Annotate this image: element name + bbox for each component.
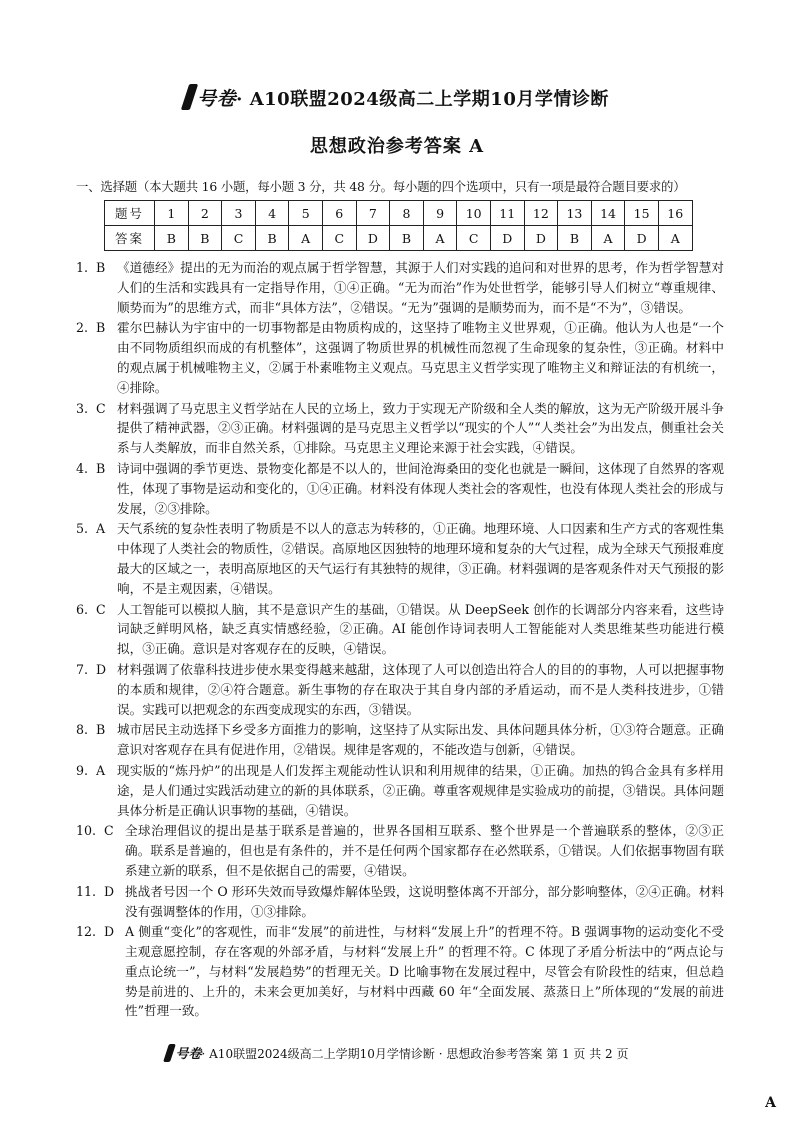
- item-text: 现实版的“炼丹炉”的出现是人们发挥主观能动性认识和利用规律的结果，①正确。加热的钨合金具有多样用途，是人们通过实践活动建立的新的具体联系，②正确。尊重客观规律是实验成功的前提，③错误。具体问题具体分析是正确认识事物的基础，④错误。: [117, 762, 724, 818]
- answer-cell: B: [155, 226, 189, 251]
- item-text: 城市居民主动选择下乡受多方面推力的影响，这坚持了从实际出发、具体问题具体分析，①③符合题意。正确意识对客观存在具有促进作用，②错误。规律是客观的，不能改造与创新，④错误。: [117, 722, 724, 758]
- explanation-item: [76, 821, 724, 880]
- answer-cell: B: [188, 226, 222, 251]
- question-number: 13: [558, 201, 592, 226]
- explanation-item: [76, 922, 724, 1021]
- exam-title: · A10联盟2024级高二上学期10月学情诊断: [236, 89, 609, 110]
- question-number: 7: [356, 201, 390, 226]
- answer-cell: A: [289, 226, 323, 251]
- answer-cell: A: [423, 226, 457, 251]
- explanation-item: [76, 459, 724, 518]
- question-number: 2: [188, 201, 222, 226]
- item-text: 挑战者号因一个 O 形环失效而导致爆炸解体坠毁，这说明整体离不开部分，部分影响整体，②④正确。材料没有强调整体的作用，①③排除。: [125, 883, 724, 919]
- brand-logo-text: 号卷: [197, 88, 237, 110]
- answer-cell: A: [591, 226, 625, 251]
- explanation-item: [76, 258, 724, 317]
- explanation-item: [76, 399, 724, 458]
- answer-cell: C: [222, 226, 256, 251]
- item-answer: D: [104, 883, 115, 899]
- item-number: 7.: [76, 661, 89, 677]
- item-number: 12.: [76, 924, 97, 940]
- item-number: 2.: [76, 320, 89, 336]
- item-text: A 侧重“变化”的客观性，而非“发展”的前进性，与材料“发展上升”的哲理不符。B 强调事物的运动变化不受主观意愿控制，存在客观的外部矛盾，与材料“发展上升” 的哲理不符。C 体现了矛盾分析法中的“两点论与重点论统一”，与材料“发展趋势”的哲理无关。D 比喻事物在发展过程中，尽管会有阶段性的结束，但总趋势是前进的、上升的，未来会更加美好，与材料中西藏 60 年“全面发展、蒸蒸日上”所体现的“发展的前进性”哲理一致。: [125, 924, 724, 1019]
- answer-cell: B: [255, 226, 289, 251]
- answer-key-title: 思想政治参考答案 A: [309, 136, 485, 157]
- item-number: 3.: [76, 400, 89, 416]
- explanation-list: [76, 258, 724, 1022]
- item-text: 材料强调了依靠科技进步使水果变得越来越甜，这体现了人可以创造出符合人的目的的事物，人可以把握事物的本质和规律，②④符合题意。新生事物的存在取决于其自身内部的矛盾运动，而不是人类科技进步，①错误。实践可以把观念的东西变成现实的东西，③错误。: [117, 661, 724, 717]
- explanation-item: [76, 660, 724, 719]
- item-answer: B: [96, 320, 106, 336]
- row-label-answer: 答案: [105, 226, 155, 251]
- question-number-row: [105, 201, 693, 226]
- answer-cell: A: [658, 226, 692, 251]
- item-text: 《道德经》提出的无为而治的观点属于哲学智慧，其源于人们对实践的追问和对世界的思考，作为哲学智慧对人们的生活和实践具有一定指导作用，①④正确。“无为而治”作为处世哲学，能够引导人们树立“尊重规律、顺势而为”的思维方式，而非“具体方法”，②错误。“无为”强调的是顺势而为，而不是“不为”，③错误。: [117, 260, 724, 315]
- answer-cell: D: [356, 226, 390, 251]
- header: [0, 84, 794, 111]
- question-number: 12: [524, 201, 558, 226]
- answer-row: [105, 226, 693, 251]
- item-answer: C: [96, 601, 106, 617]
- answer-cell: D: [625, 226, 659, 251]
- answer-cell: B: [558, 226, 592, 251]
- question-number: 9: [423, 201, 457, 226]
- explanation-item: [76, 720, 724, 760]
- answer-cell: B: [390, 226, 424, 251]
- brand-mark-icon: [181, 84, 198, 110]
- item-answer: B: [96, 722, 106, 738]
- question-number: 10: [457, 201, 491, 226]
- item-answer: B: [96, 260, 106, 275]
- item-answer: D: [104, 924, 115, 940]
- answer-table: [104, 200, 693, 251]
- answer-cell: D: [524, 226, 558, 251]
- page-footer: [0, 1043, 794, 1062]
- question-number: 6: [322, 201, 356, 226]
- item-number: 8.: [76, 722, 89, 738]
- question-number: 14: [591, 201, 625, 226]
- section-heading: 一、选择题（本大题共 16 小题，每小题 3 分，共 48 分。每小题的四个选项中，只有一项是最符合题目要求的）: [76, 179, 686, 194]
- item-text: 诗词中强调的季节更迭、景物变化都是不以人的，世间沧海桑田的变化也就是一瞬间，这体现了自然界的客观性，体现了事物是运动和变化的，①④正确。材料没有体现人类社会的客观性，也没有体现人类社会的形成与发展，②③排除。: [117, 460, 724, 516]
- item-number: 11.: [76, 883, 97, 899]
- item-number: 4.: [76, 460, 89, 476]
- item-answer: A: [96, 521, 106, 537]
- item-text: 材料强调了马克思主义哲学站在人民的立场上，致力于实现无产阶级和全人类的解放，这为无产阶级开展斗争提供了精神武器，②③正确。材料强调的是马克思主义哲学以“现实的个人”“人类社会”为出发点，侧重社会关系与人类解放，而非自然关系，①排除。马克思主义理论来源于社会实践，④错误。: [117, 400, 724, 456]
- brand-mark-icon: [163, 1044, 176, 1062]
- item-answer: C: [96, 400, 106, 416]
- row-label-question: 题号: [105, 201, 155, 226]
- answer-cell: C: [457, 226, 491, 251]
- question-number: 5: [289, 201, 323, 226]
- item-answer: C: [104, 823, 114, 839]
- answer-cell: D: [490, 226, 524, 251]
- item-answer: D: [96, 661, 107, 677]
- item-text: 霍尔巴赫认为宇宙中的一切事物都是由物质构成的，这坚持了唯物主义世界观，①正确。他认为人也是“一个由不同物质组织而成的有机整体”，这强调了物质世界的机械性而忽视了生命现象的复杂性，③正确。材料中的观点属于机械唯物主义，②属于朴素唯物主义观点。马克思主义哲学实现了唯物主义和辩证法的有机统一，④排除。: [117, 320, 724, 395]
- question-number: 1: [155, 201, 189, 226]
- footer-logo-text: 号卷: [175, 1047, 202, 1062]
- item-number: 1.: [76, 260, 89, 275]
- answer-cell: C: [322, 226, 356, 251]
- item-number: 5.: [76, 521, 89, 537]
- footer-logo: [166, 1043, 202, 1062]
- item-text: 全球治理倡议的提出是基于联系是普遍的，世界各国相互联系、整个世界是一个普遍联系的整体，②③正确。联系是普遍的，但也是有条件的，并不是任何两个国家都存在必然联系，①错误。人们依据事物固有联系建立新的联系，但不是依据自己的需要，④错误。: [125, 823, 724, 878]
- item-text: 人工智能可以模拟人脑，其不是意识产生的基础，①错误。从 DeepSeek 创作的长调部分内容来看，这些诗词缺乏鲜明风格，缺乏真实情感经验，②正确。AI 能创作诗词表明人工智能能对人类思维某些功能进行模拟，③正确。意识是对客观存在的反映，④错误。: [117, 601, 724, 657]
- brand-logo: [185, 84, 236, 111]
- item-number: 10.: [76, 823, 97, 839]
- explanation-item: [76, 600, 724, 659]
- question-number: 16: [658, 201, 692, 226]
- question-number: 8: [390, 201, 424, 226]
- item-number: 9.: [76, 762, 89, 778]
- explanation-item: [76, 761, 724, 820]
- version-mark: A: [765, 1095, 776, 1111]
- item-number: 6.: [76, 601, 89, 617]
- question-number: 15: [625, 201, 659, 226]
- explanation-item: [76, 519, 724, 598]
- item-answer: A: [96, 762, 106, 778]
- question-number: 4: [255, 201, 289, 226]
- item-answer: B: [96, 460, 106, 476]
- footer-text: · A10联盟2024级高二上学期10月学情诊断 · 思想政治参考答案 第 1 页 共 2 页: [201, 1047, 629, 1061]
- question-number: 3: [222, 201, 256, 226]
- item-text: 天气系统的复杂性表明了物质是不以人的意志为转移的，①正确。地理环境、人口因素和生产方式的客观性集中体现了人类社会的物质性，②错误。高原地区因独特的地理环境和复杂的大气过程，成为全球天气预报难度最大的区域之一，表明高原地区的天气运行有其独特的规律，③正确。材料强调的是客观条件对天气预报的影响，不是主观因素，④错误。: [117, 521, 724, 596]
- explanation-item: [76, 882, 724, 922]
- question-number: 11: [490, 201, 524, 226]
- explanation-item: [76, 318, 724, 397]
